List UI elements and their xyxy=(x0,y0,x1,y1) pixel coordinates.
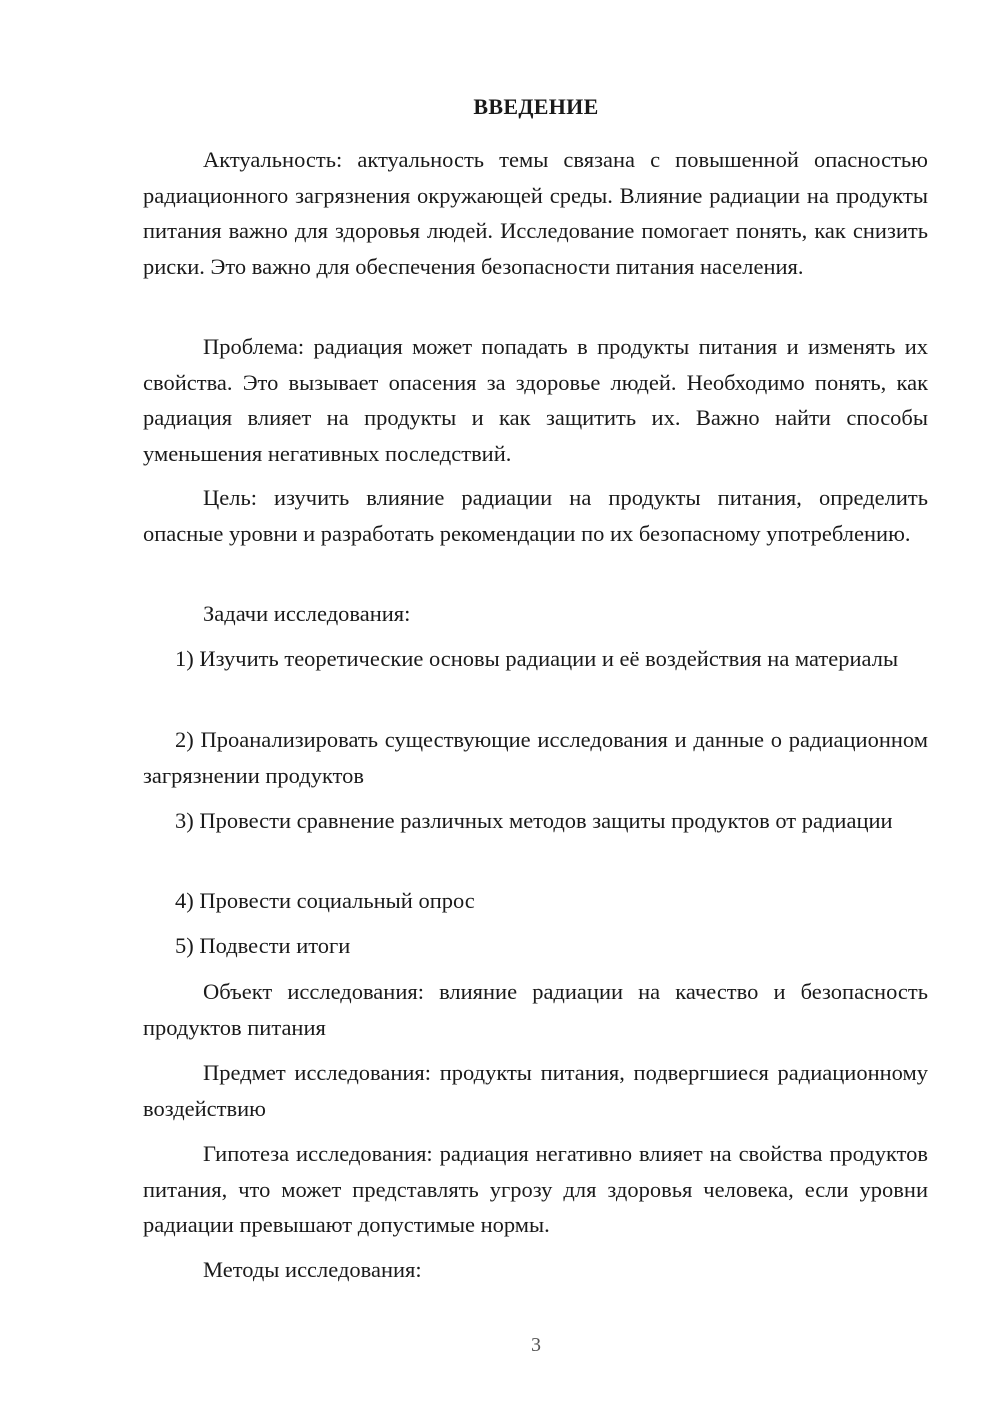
list-item-task-5: 5) Подвести итоги xyxy=(175,933,351,958)
paragraph-subject: Предмет исследования: продукты питания, подвергшиеся радиационному воздействию xyxy=(143,1060,928,1121)
list-item-task-2: 2) Проанализировать существующие исследования и данные о радиационном загрязнении продуктов xyxy=(143,727,928,788)
paragraph-goal: Цель: изучить влияние радиации на продукты питания, определить опасные уровни и разработать рекомендации по их безопасному употреблению. xyxy=(143,485,928,546)
paragraph-relevance: Актуальность: актуальность темы связана с повышенной опасностью радиационного загрязнения окружающей среды. Влияние радиации на продукты питания важно для здоровья людей. Исследование помогает понять, как снизить риски. Это важно для обеспечения безопасности питания населения. xyxy=(143,147,928,279)
list-item-task-1: 1) Изучить теоретические основы радиации и её воздействия на материалы xyxy=(175,646,899,671)
list-item-task-4: 4) Провести социальный опрос xyxy=(175,888,475,913)
paragraph-hypothesis: Гипотеза исследования: радиация негативно влияет на свойства продуктов питания, что может представлять угрозу для здоровья человека, если уровни радиации превышают допустимые нормы. xyxy=(143,1141,928,1237)
page-number: 3 xyxy=(531,1334,541,1356)
list-item-task-3: 3) Провести сравнение различных методов защиты продуктов от радиации xyxy=(175,808,893,833)
paragraph-problem: Проблема: радиация может попадать в продукты питания и изменять их свойства. Это вызывает опасения за здоровье людей. Необходимо понять, как радиация влияет на продукты и как защитить их. Важно найти способы уменьшения негативных последствий. xyxy=(143,334,928,466)
paragraph-tasks-heading: Задачи исследования: xyxy=(203,601,411,626)
paragraph-methods: Методы исследования: xyxy=(203,1257,422,1282)
page-title: ВВЕДЕНИЕ xyxy=(473,94,599,119)
paragraph-object: Объект исследования: влияние радиации на качество и безопасность продуктов питания xyxy=(143,979,928,1040)
